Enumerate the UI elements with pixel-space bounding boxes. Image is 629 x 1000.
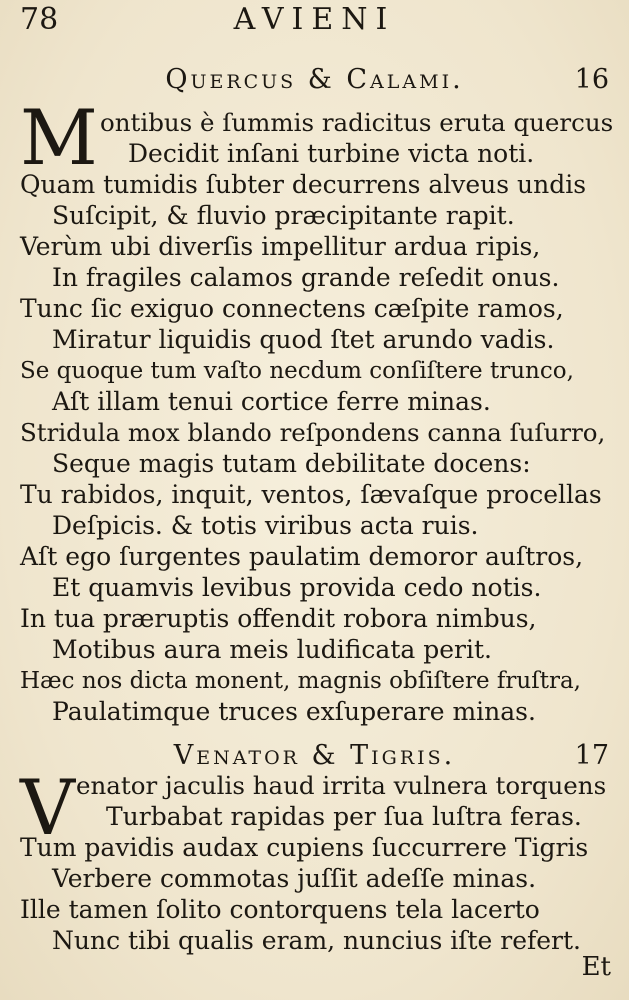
fable-17-dropcap: V [20,763,75,852]
verse-line: Tu rabidos, inquit, ventos, ſævaſque procellas [20,480,602,509]
verse-line: Turbabat rapidas per ſua luſtra feras. [106,802,582,831]
verse-line: Suſcipit, & fluvio præcipitante rapit. [52,201,515,230]
verse-line: Motibus aura meis ludificata perit. [52,635,492,664]
verse-line: Nunc tibi qualis eram, nuncius iſte refert. [52,926,581,955]
verse-line: Decidit inſani turbine victa noti. [128,139,535,168]
verse-line: Paulatimque truces exſuperare minas. [52,697,536,726]
verse-line: In fragiles calamos grande reſedit onus. [52,263,560,292]
verse-line: Ille tamen ſolito contorquens tela lacerto [20,895,540,924]
verse-line: Hæc nos dicta monent, magnis obſiſtere fruſtra, [20,668,581,694]
verse-line: Et quamvis levibus provida cedo notis. [52,573,542,602]
verse-line: Seque magis tutam debilitate docens: [52,449,531,478]
running-head: AVIENI [233,2,396,37]
verse-line: Verùm ubi diverſis impellitur ardua ripis, [20,232,541,261]
verse-line: Se quoque tum vaſto necdum conſiſtere trunco, [20,358,574,384]
page-header [20,2,609,42]
verse-line: Aſt illam tenui cortice ferre minas. [52,387,491,416]
fable-16-heading [20,64,609,104]
verse-line: Miratur liquidis quod ſtet arundo vadis. [52,325,555,354]
catchword: Et [581,952,611,982]
fable-16-title: Quercus & Calami. [165,64,464,95]
page-number: 78 [20,2,59,37]
fable-16-number: 16 [574,64,609,95]
verse-line: enator jaculis haud irrita vulnera torquens [76,771,607,800]
verse-line: Stridula mox blando reſpondens canna ſuſurro, [20,418,606,447]
verse-line: Verbere commotas juſſit adeſſe minas. [52,864,537,893]
verse-line: Deſpicis. & totis viribus acta ruis. [52,511,479,540]
verse-line: Aſt ego ſurgentes paulatim demoror auſtros, [20,542,584,571]
fable-16-dropcap: M [20,93,98,182]
verse-line: Tum pavidis audax cupiens ſuccurrere Tigris [20,833,589,862]
verse-line: In tua præruptis offendit robora nimbus, [20,604,537,633]
verse-line: Tunc ſic exiguo connectens cæſpite ramos, [20,294,564,323]
verse-line: ontibus è ſummis radicitus eruta quercus [100,108,614,137]
fable-17-number: 17 [574,740,609,771]
fable-17-title: Venator & Tigris. [173,740,456,771]
verse-line: Quam tumidis ſubter decurrens alveus undis [20,170,587,199]
